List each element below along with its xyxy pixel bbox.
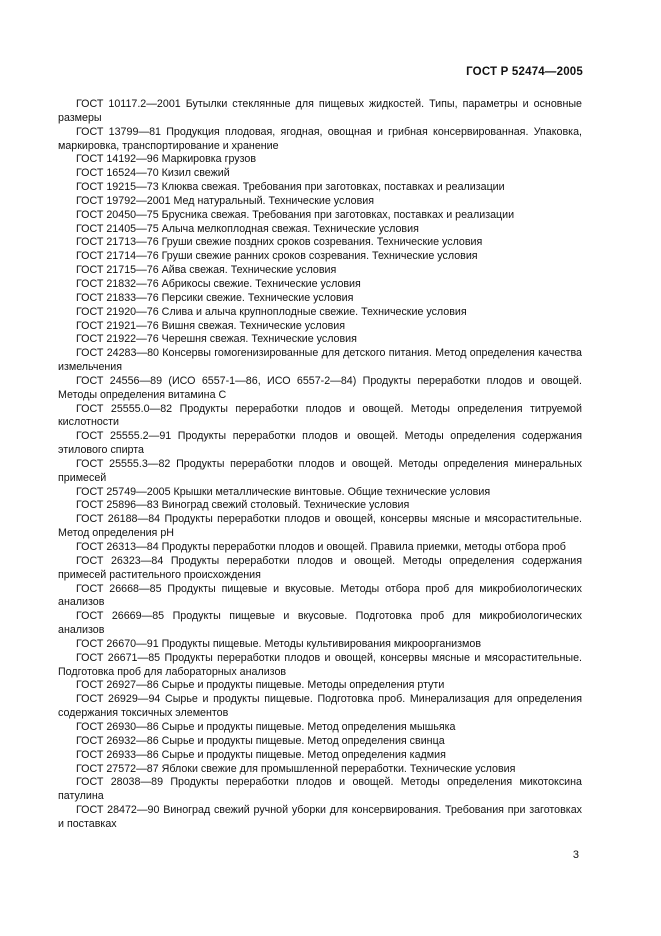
- reference-entry: ГОСТ 26670—91 Продукты пищевые. Методы культивирования микроорганизмов: [76, 637, 481, 650]
- reference-entry: ГОСТ 13799—81 Продукция плодовая, ягодная, овощная и грибная консервированная. Упаковка, маркировка, транспортирование и хранение: [58, 125, 582, 152]
- reference-entry: ГОСТ 21832—76 Абрикосы свежие. Технические условия: [76, 277, 361, 290]
- reference-entry: ГОСТ 21713—76 Груши свежие поздних сроков созревания. Технические условия: [76, 236, 483, 249]
- reference-entry: ГОСТ 19215—73 Клюква свежая. Требования при заготовках, поставках и реализации: [76, 181, 505, 194]
- reference-entry: ГОСТ 25749—2005 Крышки металлические винтовые. Общие технические условия: [76, 485, 491, 498]
- reference-entry: ГОСТ 26313—84 Продукты переработки плодов и овощей. Правила приемки, методы отбора проб: [76, 541, 566, 553]
- page-number: 3: [572, 849, 579, 861]
- reference-entry: ГОСТ 19792—2001 Мед натуральный. Технические условия: [76, 194, 375, 207]
- reference-entry: ГОСТ 24556—89 (ИСО 6557-1—86, ИСО 6557-2—84) Продукты переработки плодов и овощей. Методы определения витамина С: [58, 374, 582, 401]
- reference-entry: ГОСТ 21921—76 Вишня свежая. Технические условия: [76, 319, 346, 332]
- reference-entry: ГОСТ 26933—86 Сырье и продукты пищевые. Метод определения кадмия: [76, 748, 446, 761]
- reference-entry: ГОСТ 26932—86 Сырье и продукты пищевые. Метод определения свинца: [76, 734, 445, 747]
- reference-entry: ГОСТ 14192—96 Маркировка грузов: [76, 153, 257, 166]
- normative-references-list: [58, 98, 582, 832]
- document-id-header: ГОСТ Р 52474—2005: [466, 66, 583, 78]
- reference-entry: ГОСТ 26671—85 Продукты переработки плодов и овощей, консервы мясные и мясорастительные. Подготовка проб для лабораторных анализов: [58, 651, 582, 678]
- reference-entry: ГОСТ 21920—76 Слива и алыча крупноплодные свежие. Технические условия: [76, 305, 467, 318]
- reference-entry: ГОСТ 21405—75 Алыча мелкоплодная свежая. Технические условия: [76, 222, 419, 235]
- reference-entry: ГОСТ 10117.2—2001 Бутылки стеклянные для пищевых жидкостей. Типы, параметры и основные размеры: [58, 98, 582, 124]
- reference-entry: ГОСТ 28472—90 Виноград свежий ручной уборки для консервирования. Требования при заготовках и поставках: [58, 804, 582, 830]
- reference-entry: ГОСТ 28038—89 Продукты переработки плодов и овощей. Методы определения микотоксина патулина: [58, 776, 582, 803]
- reference-entry: ГОСТ 20450—75 Брусника свежая. Требования при заготовках, поставках и реализации: [76, 208, 515, 221]
- reference-entry: ГОСТ 26929—94 Сырье и продукты пищевые. Подготовка проб. Минерализация для определения содержания токсичных элементов: [58, 693, 582, 720]
- reference-entry: ГОСТ 25555.3—82 Продукты переработки плодов и овощей. Методы определения минеральных примесей: [58, 457, 582, 484]
- reference-entry: ГОСТ 25896—83 Виноград свежий столовый. Технические условия: [76, 499, 410, 512]
- reference-entry: ГОСТ 26668—85 Продукты пищевые и вкусовые. Методы отбора проб для микробиологических анализов: [58, 582, 582, 609]
- reference-entry: ГОСТ 27572—87 Яблоки свежие для промышленной переработки. Технические условия: [76, 762, 516, 775]
- reference-entry: ГОСТ 25555.0—82 Продукты переработки плодов и овощей. Методы определения титруемой кислотности: [58, 402, 582, 429]
- reference-entry: ГОСТ 26188—84 Продукты переработки плодов и овощей, консервы мясные и мясорастительные. Метод определения рН: [58, 513, 582, 540]
- reference-entry: ГОСТ 21922—76 Черешня свежая. Технические условия: [76, 333, 357, 346]
- reference-entry: ГОСТ 16524—70 Кизил свежий: [76, 167, 230, 180]
- reference-entry: ГОСТ 21715—76 Айва свежая. Технические условия: [76, 264, 337, 277]
- reference-entry: ГОСТ 24283—80 Консервы гомогенизированные для детского питания. Метод определения качества измельчения: [58, 347, 582, 374]
- reference-entry: ГОСТ 21833—76 Персики свежие. Технические условия: [76, 291, 354, 304]
- reference-entry: ГОСТ 21714—76 Груши свежие ранних сроков созревания. Технические условия: [76, 250, 478, 263]
- reference-entry: ГОСТ 26927—86 Сырье и продукты пищевые. Методы определения ртути: [76, 679, 445, 692]
- reference-entry: ГОСТ 26323—84 Продукты переработки плодов и овощей. Методы определения содержания примесей растительного происхождения: [58, 554, 582, 581]
- reference-entry: ГОСТ 26930—86 Сырье и продукты пищевые. Метод определения мышьяка: [76, 720, 456, 733]
- reference-entry: ГОСТ 26669—85 Продукты пищевые и вкусовые. Подготовка проб для микробиологических анализов: [58, 610, 582, 637]
- reference-entry: ГОСТ 25555.2—91 Продукты переработки плодов и овощей. Методы определения содержания этилового спирта: [58, 430, 582, 457]
